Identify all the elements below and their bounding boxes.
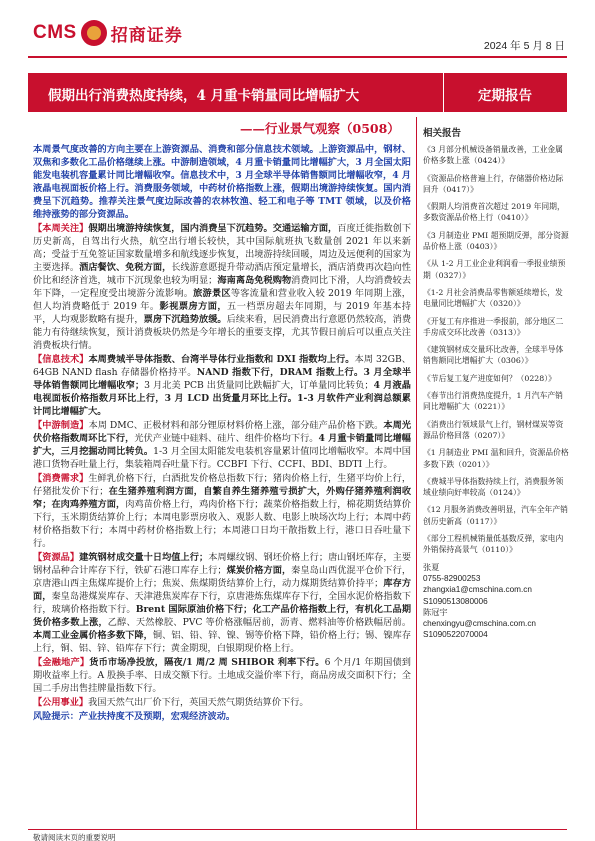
body-text: 等客流量和营业收入较 2019 年同期上涨，但人均消费略低于 2019 年。 [33, 288, 411, 312]
related-report-link[interactable]: 《12 月服务消费改善明显，汽车全年产销创历史新高（0117）》 [423, 505, 568, 526]
footer-divider [28, 829, 567, 830]
bold-text: 在生猪养殖利润方面，自繁自养生猪养殖亏损扩大，外购仔猪养殖利润收窄；在肉鸡养殖方面， [33, 486, 411, 510]
related-report-link[interactable]: 《假期人均消费首次超过 2019 年同期，多数资源品价格上行（0410）》 [423, 202, 565, 223]
body-text: 乙醇、天然橡胶、PVC 等价格涨幅居前，沥青、燃料油等价格跌幅居前。 [107, 617, 411, 628]
related-report-link[interactable]: 《1-2 月社会消费品零售额延续增长，发电量同比增幅扩大（0320）》 [423, 287, 563, 309]
bold-text: 本周工业金属价格多数下降， [33, 630, 153, 641]
bold-text: 4 月重卡销量同比增幅扩大，三月挖掘动同比转负。 [33, 433, 411, 457]
bold-text: 本周费城半导体指数、台湾半导体行业指数和 DXI 指数均上行。 [88, 354, 355, 365]
body-text: 秦皇岛山西优混平仓价下行，京唐港山西主焦煤库提价上行；焦炭、焦煤期货结算价上行，动力煤期货结算价持平； [33, 565, 411, 589]
related-reports-list [423, 144, 569, 556]
paragraph-utility [33, 696, 411, 709]
bold-text: 货币市场净投放，隔夜/1 周/2 周 SHIBOR 利率下行。 [89, 657, 325, 668]
body-text: 铜、铝、铅、锌、镍、锡等价格下降，铅价格上行；锡、镍库存上行，铜、铝、锌、铅库存下行；黄金期现，白银期现价格上行。 [33, 630, 411, 654]
bold-text: Brent 国际原油价格下行；化工产品价格指数上行，有机化工品期货价格多数上涨， [33, 604, 411, 628]
analyst-cert-id: S1090522070004 [423, 630, 488, 640]
body-text: 生鲜乳价格下行，白酒批发价格总指数下行；猪肉价格上行，生猪平均价上行，仔猪批发价下行； [33, 473, 411, 497]
main-content [33, 143, 411, 797]
related-report-link[interactable]: 《消费出行领域景气上行，钢材煤炭等资源品价格回落（0207）》 [423, 419, 564, 440]
company-logo [33, 20, 183, 46]
header-divider [28, 56, 567, 58]
bold-text: 旅游景区 [193, 288, 231, 299]
body-text: 3 月北美 PCB 出货量同比跌幅扩大，订单量同比转负； [144, 380, 374, 391]
bold-text: 本周光伏价格指数周环比下行， [33, 420, 411, 444]
analyst-email[interactable]: chenxingyu@cmschina.com.cn [423, 619, 536, 629]
section-tag: 【金融地产】 [33, 657, 90, 668]
risk-warning: 风险提示：产业扶持度不及预期，宏观经济波动。 [33, 711, 236, 722]
bold-text: 酒店餐饮、免税方面， [79, 262, 172, 273]
body-text: 我国天然气出厂价下行，英国天然气期货结算价下行。 [88, 697, 309, 708]
analyst-email[interactable]: zhangxia1@cmschina.com.cn [423, 585, 532, 595]
analyst-name: 陈冠宇 [423, 607, 448, 617]
related-report-link[interactable]: 《开复工有序推进一季报前，部分地区二手房成交环比改善（0313）》 [423, 316, 564, 337]
analyst-phone: 0755-82900253 [423, 573, 481, 583]
logo-emblem-icon [81, 20, 107, 46]
body-text: 本周 DMC、正极材料和部分锂原材料价格上涨，部分硅产品价格下跌。 [88, 420, 384, 431]
body-text: 本周螺纹钢、钢坯价格上行；唐山钢坯库存，主要钢材品种合计库存下行，铁矿石港口库存上行； [33, 552, 411, 576]
report-date: 2024 年 5 月 8 日 [483, 40, 565, 52]
related-report-link[interactable]: 《节后复工复产进度如何？（0228）》 [423, 373, 556, 383]
body-text: 后续来看，居民消费出行意愿仍然较高，消费能力有待继续恢复，预计消费板块仍然是今年增长的重要支撑，尤其节假日前后可以重点关注消费板块行情。 [33, 314, 411, 351]
analyst-info [423, 562, 569, 641]
related-report-link[interactable]: 《春节出行消费热度提升，1 月汽车产销同比增幅扩大（0221）》 [423, 391, 563, 412]
paragraph-consumer [33, 472, 411, 550]
bold-text: 影视票房方面， [159, 301, 228, 312]
bold-text: 煤炭价格方面， [226, 565, 292, 576]
section-tag: 【公用事业】 [33, 697, 89, 708]
title-banner [28, 73, 567, 112]
section-tag: 【中游制造】 [33, 420, 89, 431]
paragraph-resource [33, 551, 411, 655]
paragraph-tech [33, 353, 411, 418]
logo-latin: CMS [33, 22, 77, 43]
related-report-link[interactable]: 《从 1-2 月工业企业利润看一季报业绩预期（0327）》 [423, 259, 566, 280]
column-divider [416, 117, 417, 829]
bold-text: 假期出境游持续恢复，国内消费呈下沉趋势。交通运输方面， [88, 223, 338, 234]
section-tag: 【消费需求】 [33, 473, 89, 484]
bold-text: NAND 指数下行，DRAM 指数上行。3 月全球半导体销售额同比增幅收窄； [33, 367, 411, 391]
paragraph-focus [33, 222, 411, 352]
sidebar [423, 125, 569, 641]
body-text: 秦皇岛港煤炭库存、天津港焦炭库存下行，京唐港炼焦煤库存下行，全国水泥价格指数下行，玻璃价格指数下行。 [33, 591, 411, 615]
related-report-link[interactable]: 《部分工程机械销量低基数反弹，家电内外销保持高景气（0110）》 [423, 534, 564, 555]
analyst-cert-id: S1090513080006 [423, 596, 488, 606]
bold-text: 4 月液晶电视面板价格指数月环比上行，3 月 LCD 出货量月环比上行。1-3 月软件产业利润总额累计同比增幅扩大。 [33, 380, 411, 417]
body-text: 消费同比下滑，人均消费较去年下降，一定程度受出境游分流影响。 [33, 275, 411, 299]
bold-text: 票房下沉趋势放缓。 [143, 314, 227, 325]
related-reports-title: 相关报告 [423, 128, 462, 139]
body-text: 肉鸡苗价格上行，鸡肉价格下行；蔬菜价格指数上行，棉花期货结算价下行，玉米期货结算价上行；本周电影票房收入、观影人数、电影上映场次均上行；本周中药材价格指数下行；本周中药材价格指数上行；本周港口日均干散指数上行，港口日吞吐量下行。 [33, 499, 411, 549]
bold-text: 建筑钢材成交量十日均值上行； [79, 552, 209, 563]
related-report-link[interactable]: 《建筑钢材成交量环比改善，全球半导体销售额同比增幅扩大（0306）》 [423, 345, 564, 366]
report-title: 假期出行消费热度持续，4 月重卡销量同比增幅扩大 [48, 88, 360, 104]
body-text: 6 个月/1 年期国债到期收益率上行。A 股换手率、日成交额下行。土地成交溢价率下行，商品房成交面积下行；全国二手房出售挂牌量指数下行。 [33, 657, 411, 694]
analyst-name: 张夏 [423, 562, 440, 572]
bold-text: 海南离岛免税购物 [217, 275, 292, 286]
body-text: 百度迁徙指数创下历史新高，自驾出行火热，航空出行增长较快，其中国际航班执飞数量创 2021 年以来新高；受益于互免签证国家数量增多和航线逐步恢复，出境游持续回暖，周边及远便利的国家为主要选择。 [33, 223, 411, 273]
related-report-link[interactable]: 《资源品价格普遍上行，存储器价格边际回升（0417）》 [423, 173, 564, 194]
logo-cn: 招商证券 [110, 25, 183, 46]
related-report-link[interactable]: 《费城半导体指数持续上行，消费服务领域业绩向好率较高（0124）》 [423, 476, 564, 498]
related-report-link[interactable]: 《3 月制造业 PMI 超预期反弹，部分资源品价格上涨（0403）》 [423, 230, 569, 252]
section-tag: 【资源品】 [33, 552, 80, 563]
body-text: 五一档票房超去年同期，与 2019 年基本持平，人均观影数略有提升， [33, 301, 411, 325]
body-text: 光伏产业链中硅料、硅片、组件价格均下行。 [134, 433, 319, 444]
footer-disclaimer: 敬请阅读末页的重要说明 [33, 833, 116, 841]
report-type: 定期报告 [478, 88, 532, 104]
section-tag: 【信息技术】 [33, 354, 89, 365]
paragraph-finance [33, 656, 411, 695]
report-subtitle: ——行业景气观察（0508） [240, 121, 400, 136]
body-text: 长线游意愿提升带动酒店预定量增长，酒店消费再次趋向性价比和经济首选，城市下沉现象也较为明显； [33, 262, 411, 286]
bold-text: 库存方面， [33, 578, 411, 602]
related-report-link[interactable]: 《1 月制造业 PMI 温和回升，资源品价格多数下跌（0201）》 [423, 448, 569, 469]
paragraph-mid [33, 419, 411, 471]
body-text: 本周 32GB、64GB NAND flash 存储器价格持平。 [33, 354, 411, 378]
section-tag: 【本周关注】 [33, 223, 89, 234]
body-text: 1-3 月全国太阳能发电装机容量累计值同比增幅收窄。本周中国港口货物吞吐量上行，集装箱周吞吐量下行。CCBFI 下行、CCFI、BDI、BDTI 上行。 [33, 446, 411, 470]
related-report-link[interactable]: 《3 月部分机械设备销量改善，工业金属价格多数上涨（0424）》 [423, 145, 563, 166]
abstract: 本周景气度改善的方向主要在上游资源品、消费和部分信息技术领域。上游资源品中，钢材、双焦和多数化工品价格继续上涨。中游制造领域，4 月重卡销量同比增幅扩大，3 月全国太阳能发电装机容量累计同比增幅收窄。信息技术中，3 月全球半导体销售额同比增幅收窄，4 月液晶电视面板价格上行。消费服务领域，中药材价格指数上涨，假期出境游持续恢复。国内消费呈下沉趋势。推荐关注景气度边际改善的农林牧渔、轻工和电子等 TMT 领域，以及价格维持涨势的部分资源品。 [33, 144, 411, 220]
